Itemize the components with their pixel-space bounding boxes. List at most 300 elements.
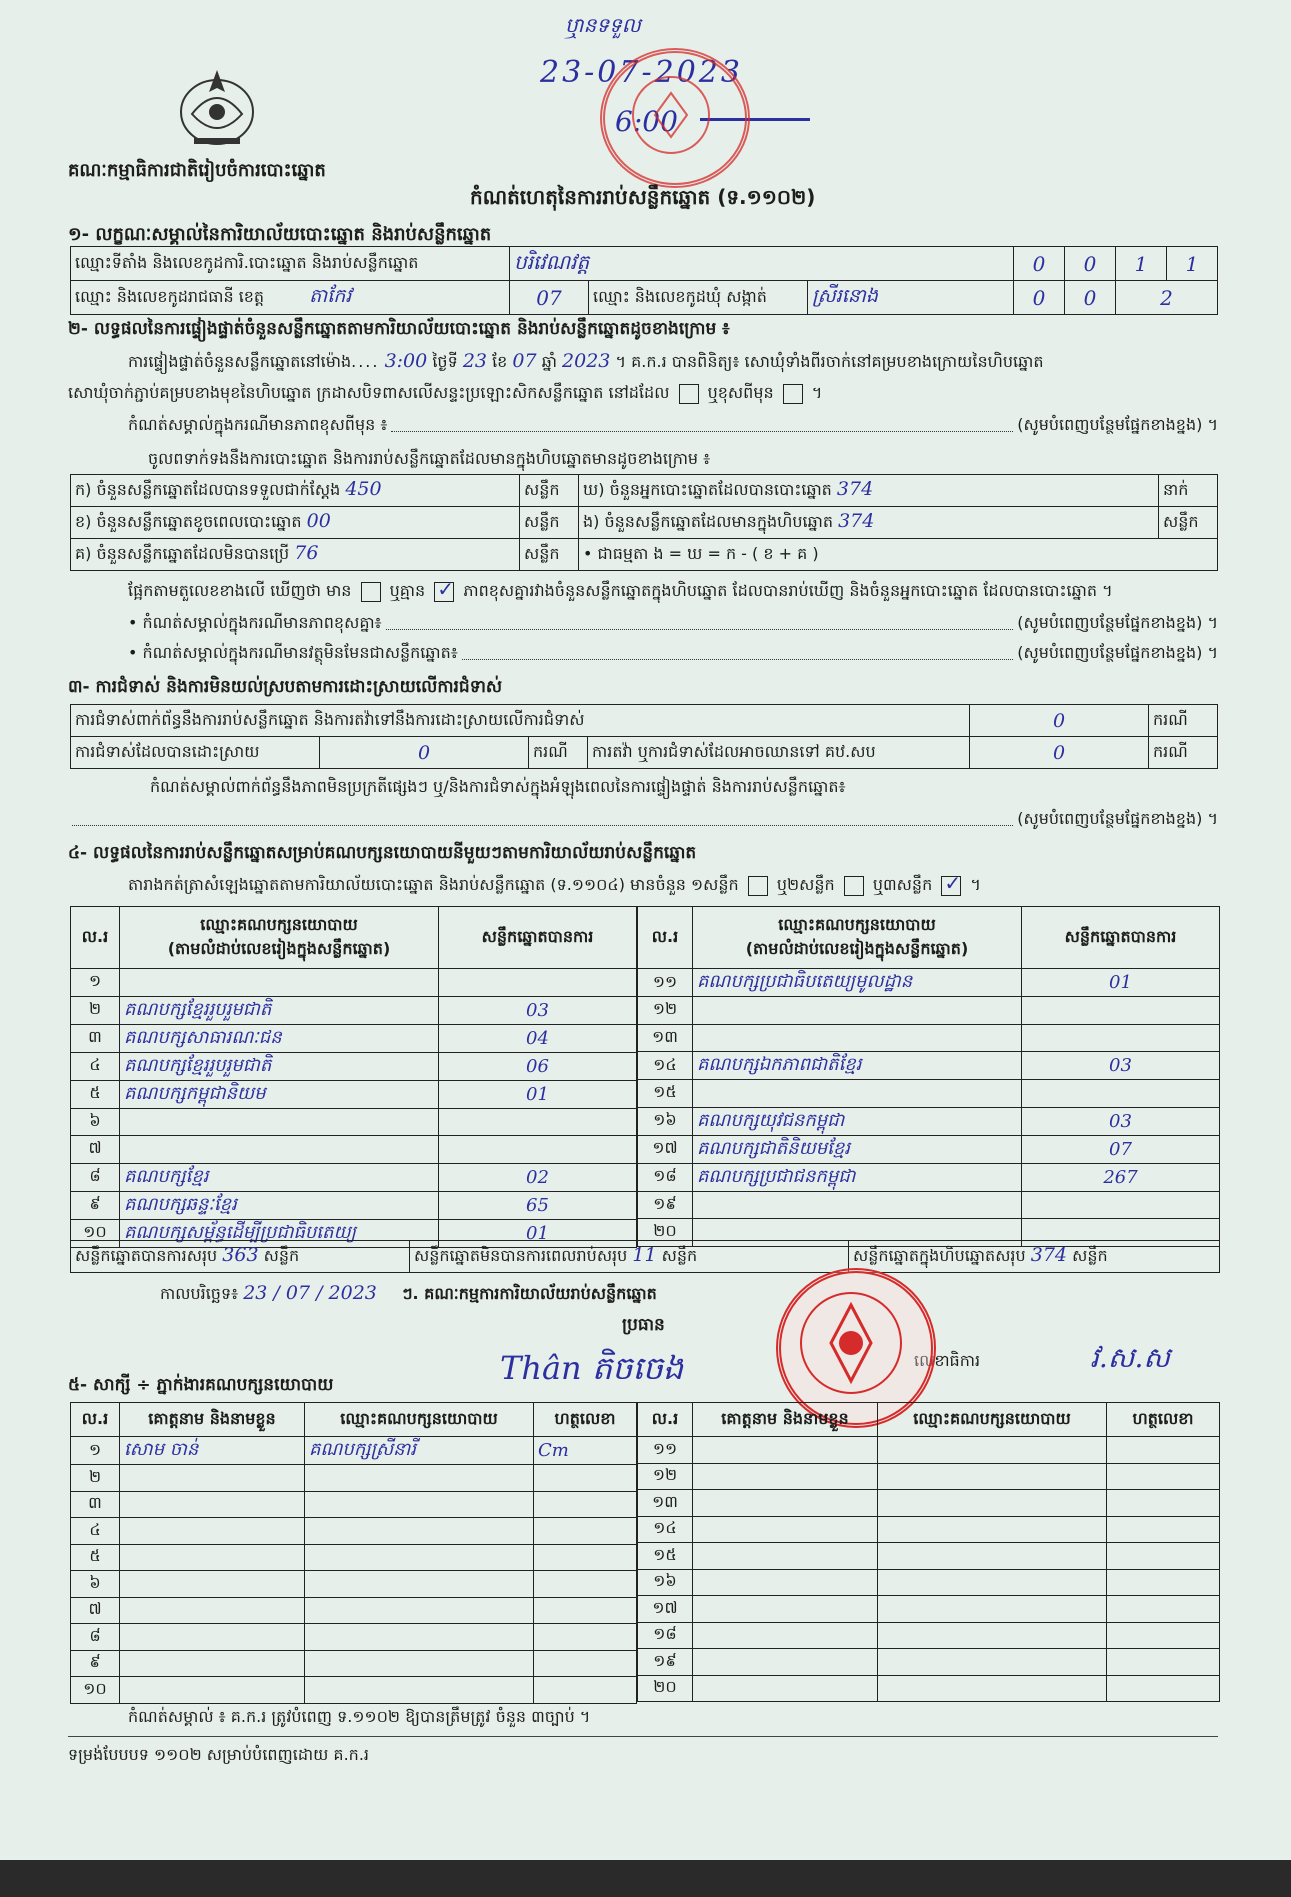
- s5-right-row: [638, 1649, 1220, 1676]
- s1-r2-code-2: 0: [1065, 281, 1116, 315]
- s4-right-row: [638, 969, 1220, 997]
- s1-table: [70, 246, 1218, 315]
- s4-left-no: ៨: [71, 1163, 120, 1191]
- damaged-checkbox[interactable]: [783, 384, 803, 404]
- s2-r2-runit: សន្លឹក: [1159, 507, 1218, 539]
- s5-right-name[interactable]: [693, 1463, 878, 1490]
- s4-left-party[interactable]: គណបក្សសម្ព័ន្ធដើម្បីប្រជាធិបតេយ្យ: [120, 1219, 439, 1247]
- s5-right-party[interactable]: [878, 1622, 1107, 1649]
- s5-left-name[interactable]: [120, 1677, 305, 1704]
- s4-left-row: [71, 1052, 637, 1080]
- s5-right-no: ១៧: [638, 1596, 693, 1623]
- s4-right-votes[interactable]: 07: [1022, 1135, 1220, 1163]
- s2-note1: កំណត់សម្គាល់ក្នុងករណីមានភាពខុសពីមុន ៖: [128, 415, 388, 434]
- s1-title: ១- លក្ខណៈសម្គាល់នៃការិយាល័យបោះឆ្នោត និងរាប់សន្លឹកឆ្នោត: [68, 224, 492, 245]
- s2-r3-unit: សន្លឹក: [520, 539, 579, 571]
- s2-line2-text: សោឃុំចាក់ភ្ជាប់គម្របខាងមុខនៃហិបឆ្នោត ក្រដាសបិទពាសលើសន្ទះប្រឡោះសិកសន្លឹកឆ្នោត នៅដដែល: [68, 383, 670, 402]
- s5-left-no: ១: [71, 1437, 120, 1465]
- s4-right-row: [638, 1080, 1220, 1108]
- s4-left-row: [71, 1191, 637, 1219]
- s5-left-row: [71, 1677, 637, 1704]
- s5-left-party[interactable]: [305, 1518, 534, 1545]
- s5-left-row: [71, 1597, 637, 1624]
- s4-left-no: ១០: [71, 1219, 120, 1247]
- s4-col-no: ល.រ: [71, 907, 120, 969]
- s5-right-name[interactable]: [693, 1649, 878, 1676]
- s4-invalid-val: 11: [632, 1244, 657, 1266]
- s5-left-party[interactable]: គណបក្សស្រីនារី: [305, 1437, 534, 1465]
- s4-col-party-2: [693, 907, 1022, 969]
- s4-col-party-label: ឈ្មោះគណបក្សនយោបាយ: [200, 914, 358, 934]
- has-difference-checkbox[interactable]: [361, 582, 381, 602]
- s5-right-no: ២០: [638, 1675, 693, 1702]
- s5-left-no: ៤: [71, 1518, 120, 1545]
- s4-right-party[interactable]: [693, 1191, 1022, 1219]
- s3-note: កំណត់សម្គាល់ពាក់ព័ន្ធនឹងភាពមិនប្រក្រតីផ្សេងៗ ឬ/និងការជំទាស់ក្នុងអំឡុងពេលនៃការផ្ទៀងផ្ទាត់ និងការរាប់សន្លឹកឆ្នោត៖: [150, 777, 846, 796]
- s4-right-row: [638, 1135, 1220, 1163]
- s5-left-party[interactable]: [305, 1544, 534, 1571]
- s2-compare: [128, 580, 1113, 604]
- s5-left-sign[interactable]: [534, 1677, 637, 1704]
- s2-title: ២- លទ្ធផលនៃការផ្ទៀងផ្ទាត់ចំនួនសន្លឹកឆ្នោតតាមការិយាល័យបោះឆ្នោត និងរាប់សន្លឹកឆ្នោតដូចខាងក្រោម ៖: [68, 319, 730, 339]
- s5-left-party[interactable]: [305, 1571, 534, 1598]
- s5-col-party: ឈ្មោះគណបក្សនយោបាយ: [305, 1403, 534, 1437]
- no-difference-checkbox[interactable]: [434, 582, 454, 602]
- s4-col-votes: សន្លឹកឆ្នោតបានការ: [439, 907, 637, 969]
- s4-left-votes[interactable]: 06: [439, 1052, 637, 1080]
- s5-right-party[interactable]: [878, 1490, 1107, 1517]
- s5-left-sign[interactable]: [534, 1465, 637, 1492]
- s4-right-votes[interactable]: [1022, 997, 1220, 1025]
- s4-right-no: ១៩: [638, 1191, 693, 1219]
- s5-right-sign[interactable]: [1107, 1675, 1220, 1702]
- s5-left-party[interactable]: [305, 1650, 534, 1677]
- s2-r2-unit: សន្លឹក: [520, 507, 579, 539]
- s2-r2-rv: 374: [838, 510, 875, 532]
- form-title: កំណត់ហេតុនៃការរាប់សន្លឹកឆ្នោត (ទ.១១០២): [470, 185, 816, 209]
- s1-r2-code-1: 0: [1014, 281, 1065, 315]
- s2-note1-dots[interactable]: [391, 414, 1013, 432]
- s4-left-no: ១: [71, 969, 120, 997]
- s5-col-name-2: គោត្តនាម និងនាមខ្លួន: [693, 1403, 878, 1437]
- s2-month: 07: [512, 350, 537, 372]
- s4-left-party[interactable]: [120, 969, 439, 997]
- s5-right-body: [638, 1437, 1220, 1702]
- s5-left-no: ៣: [71, 1491, 120, 1518]
- receipt-date: 23-07-2023: [540, 55, 743, 90]
- s4-right-no: ១៧: [638, 1135, 693, 1163]
- s4-committee: ៗ. គណៈកម្មការការិយាល័យរាប់សន្លឹកឆ្នោត: [401, 1284, 657, 1303]
- s5-right-name[interactable]: [693, 1490, 878, 1517]
- s2-time: 3:00: [384, 350, 428, 372]
- s5-left-name[interactable]: [120, 1650, 305, 1677]
- s5-left-sign[interactable]: [534, 1650, 637, 1677]
- s4-total-label: សន្លឹកឆ្នោតបានការសរុប: [75, 1246, 218, 1265]
- s5-right-name[interactable]: [693, 1622, 878, 1649]
- s5-left-party[interactable]: [305, 1677, 534, 1704]
- s4-left-no: ៤: [71, 1052, 120, 1080]
- s5-left-no: ២: [71, 1465, 120, 1492]
- s2-formula: • ជាធម្មតា ង = ឃ = ក - ( ខ + គ ): [579, 539, 1218, 571]
- s5-right-party[interactable]: [878, 1569, 1107, 1596]
- s5-left-party[interactable]: [305, 1624, 534, 1651]
- s4-invalid-label: សន្លឹកឆ្នោតមិនបានការពេលរាប់សរុប: [414, 1246, 628, 1265]
- s4-right-no: ១៤: [638, 1052, 693, 1080]
- s3-r2-label2: ការតវ៉ា ឬការជំទាស់ដែលអាចឈានទៅ គឋ.សប: [588, 737, 970, 769]
- s5-right-sign[interactable]: [1107, 1490, 1220, 1517]
- s5-left-party[interactable]: [305, 1597, 534, 1624]
- s5-right-row: [638, 1675, 1220, 1702]
- s5-col-party-2: ឈ្មោះគណបក្សនយោបាយ: [878, 1403, 1107, 1437]
- s3-r2-val2: 0: [970, 737, 1149, 769]
- s4-right-party[interactable]: គណបក្សប្រជាធិបតេយ្យមូលដ្ឋាន: [693, 969, 1022, 997]
- s3-r1-val: 0: [970, 705, 1149, 737]
- s5-right-row: [638, 1516, 1220, 1543]
- s4-left-party[interactable]: គណបក្សសាធារណៈជន: [120, 1024, 439, 1052]
- s4-right-row: [638, 1024, 1220, 1052]
- s5-right-sign[interactable]: [1107, 1516, 1220, 1543]
- s5-right-sign[interactable]: [1107, 1622, 1220, 1649]
- s5-left-name[interactable]: [120, 1491, 305, 1518]
- s1-r2-label2: ឈ្មោះ និងលេខកូដឃុំ សង្កាត់: [589, 281, 808, 315]
- s5-right-name[interactable]: [693, 1675, 878, 1702]
- s4-date-val: 23 / 07 / 2023: [243, 1282, 377, 1304]
- s4-right-row: [638, 997, 1220, 1025]
- s4-chair: ប្រធាន: [622, 1315, 665, 1335]
- nec-emblem-icon: [172, 62, 262, 150]
- one-sheet-checkbox[interactable]: [748, 876, 768, 896]
- s3-note-line: [68, 808, 1218, 832]
- s2-r1-right: ឃ) ចំនួនអ្នកបោះឆ្នោតដែលបានបោះឆ្នោត: [583, 480, 832, 499]
- s5-right-name[interactable]: [693, 1569, 878, 1596]
- s4-right-row: [638, 1052, 1220, 1080]
- s3-fill-more: (សូមបំពេញបន្ថែមផ្នែកខាងខ្នង) ។: [1017, 809, 1218, 828]
- s5-left-sign[interactable]: [534, 1518, 637, 1545]
- s2-table: [70, 474, 1218, 571]
- s5-left-name[interactable]: [120, 1597, 305, 1624]
- s4-left-row: [71, 1024, 637, 1052]
- s4-left-party[interactable]: គណបក្សឆន្ទៈខ្មែរ: [120, 1191, 439, 1219]
- s5-right-row: [638, 1569, 1220, 1596]
- three-sheets-checkbox[interactable]: [941, 876, 961, 896]
- s5-left-no: ១០: [71, 1677, 120, 1704]
- s4-left-votes[interactable]: [439, 969, 637, 997]
- s5-left-sign[interactable]: [534, 1597, 637, 1624]
- s2-line1-a: ការផ្ទៀងផ្ទាត់ចំនួនសន្លឹកឆ្នោតនៅម៉ោង: [128, 352, 352, 371]
- s2-compare-c: ភាពខុសគ្នារវាងចំនួនសន្លឹកឆ្នោតក្នុងហិបឆ្នោត ដែលបានរាប់ឃើញ និងចំនួនអ្នកបោះឆ្នោត ដែលបានបោះឆ្នោត ។: [463, 581, 1113, 600]
- s5-right-party[interactable]: [878, 1649, 1107, 1676]
- s4-left-votes[interactable]: 01: [439, 1080, 637, 1108]
- s5-col-name: គោត្តនាម និងនាមខ្លួន: [120, 1403, 305, 1437]
- s2-r3-left: គ) ចំនួនសន្លឹកឆ្នោតដែលមិនបានប្រើ: [75, 544, 290, 563]
- s5-left-name[interactable]: [120, 1465, 305, 1492]
- s3-r2-case: ករណី: [529, 737, 588, 769]
- s3-r2-case2: ករណី: [1149, 737, 1218, 769]
- s5-right-party[interactable]: [878, 1596, 1107, 1623]
- s5-left-body: [71, 1437, 637, 1704]
- s1-r1-code-4: 1: [1167, 247, 1218, 281]
- s5-left-row: [71, 1624, 637, 1651]
- two-sheets-checkbox[interactable]: [844, 876, 864, 896]
- s4-date-label: កាលបរិច្ឆេទ៖: [160, 1284, 239, 1303]
- s4-left-row: [71, 969, 637, 997]
- s2-compare-b: ឬគ្មាន: [389, 581, 426, 600]
- s5-left-sign[interactable]: [534, 1544, 637, 1571]
- s5-left-row: [71, 1437, 637, 1465]
- s4-tally-line: តារាងកត់ត្រាសំឡេងឆ្នោតតាមការិយាល័យបោះឆ្នោត និងរាប់សន្លឹកឆ្នោត (ទ.១១០៤) មានចំនួន ១សន្លឹក ឬ២សន្លឹក ឬ៣សន្លឹក ✓ ។: [128, 874, 981, 898]
- s4-right-party[interactable]: គណបក្សប្រជាជនកម្ពុជា: [693, 1163, 1022, 1191]
- s2-note3-line: [128, 642, 1218, 666]
- s4-col-party-sub-2: (តាមលំដាប់លេខរៀងក្នុងសន្លឹកឆ្នោត): [745, 938, 969, 958]
- s4-right-body: [638, 969, 1220, 1247]
- s4-right-row: [638, 1107, 1220, 1135]
- s2-note1-line: [128, 414, 1218, 438]
- s4-results: [70, 906, 1220, 1272]
- s5-left-table: [70, 1402, 637, 1704]
- s4-left-party[interactable]: គណបក្សកម្ពុជានិយម: [120, 1080, 439, 1108]
- s5-right-no: ១៤: [638, 1516, 693, 1543]
- s4-totals: [70, 1240, 1220, 1273]
- s5-col-no-2: ល.រ: [638, 1403, 693, 1437]
- s4-left-no: ២: [71, 996, 120, 1024]
- s5-right-party[interactable]: [878, 1463, 1107, 1490]
- s1-r1-code-2: 0: [1065, 247, 1116, 281]
- s5-col-sign-2: ហត្ថលេខា: [1107, 1403, 1220, 1437]
- s2-r1-left: ក) ចំនួនសន្លឹកឆ្នោតដែលបានទទួលជាក់ស្តែង: [75, 480, 341, 499]
- s4-left-votes[interactable]: 04: [439, 1024, 637, 1052]
- s5-right-row: [638, 1596, 1220, 1623]
- s4-right-table: [637, 906, 1220, 1247]
- s2-r1-unit: សន្លឹក: [520, 475, 579, 507]
- s2-fill-more-1: (សូមបំពេញបន្ថែមផ្នែកខាងខ្នង) ។: [1017, 415, 1218, 434]
- s5-left-no: ៦: [71, 1571, 120, 1598]
- s2-note2-dots[interactable]: [386, 612, 1014, 630]
- s4-right-no: ១១: [638, 969, 693, 997]
- s4-col-party-label-2: ឈ្មោះគណបក្សនយោបាយ: [778, 914, 936, 934]
- s4-left-votes[interactable]: 01: [439, 1219, 637, 1247]
- s4-right-votes[interactable]: [1022, 1080, 1220, 1108]
- org-name: គណៈកម្មាធិការជាតិរៀបចំការបោះឆ្នោត: [68, 160, 326, 181]
- s5-right-party[interactable]: [878, 1516, 1107, 1543]
- s4-total-val: 363: [222, 1244, 259, 1266]
- s2-compare-a: ផ្អែកតាមតួលេខខាងលើ ឃើញថា មាន: [128, 581, 352, 600]
- s5-left-no: ៥: [71, 1544, 120, 1571]
- s4-right-party[interactable]: [693, 997, 1022, 1025]
- s4-left-row: [71, 1163, 637, 1191]
- s2-r3-lv: 76: [294, 542, 319, 564]
- s4-opt2: ឬ២សន្លឹក: [776, 875, 835, 894]
- s4-right-party[interactable]: [693, 1080, 1022, 1108]
- unchanged-checkbox[interactable]: [679, 384, 699, 404]
- s5-left-party[interactable]: [305, 1491, 534, 1518]
- s4-opt3: ឬ៣សន្លឹក: [872, 875, 933, 894]
- s4-secretary: លេខាធិការ: [914, 1351, 981, 1370]
- s1-r1-code-1: 0: [1014, 247, 1065, 281]
- s1-r1-label: ឈ្មោះទីតាំង និងលេខកូដការិ.បោះឆ្នោត និងរាប់សន្លឹកឆ្នោត: [71, 247, 510, 281]
- s4-right-no: ២០: [638, 1219, 693, 1247]
- s4-right-party[interactable]: គណបក្សយុវជនកម្ពុជា: [693, 1107, 1022, 1135]
- s4-left-votes[interactable]: 03: [439, 996, 637, 1024]
- s4-left-no: ៧: [71, 1136, 120, 1164]
- s5-right-no: ១២: [638, 1463, 693, 1490]
- s4-date-line: [160, 1282, 657, 1307]
- s3-table: [70, 704, 1218, 769]
- s5-left-name[interactable]: [120, 1571, 305, 1598]
- s4-left-no: ៩: [71, 1191, 120, 1219]
- s2-r1-lv: 450: [345, 478, 382, 500]
- s4-left-row: [71, 1080, 637, 1108]
- s4-right-votes[interactable]: [1022, 1191, 1220, 1219]
- s4-left-party[interactable]: គណបក្សខ្មែររួបរួមជាតិ: [120, 996, 439, 1024]
- s3-note-dots[interactable]: [72, 808, 1013, 826]
- s5-right-row: [638, 1437, 1220, 1464]
- s5-left-no: ៩: [71, 1650, 120, 1677]
- s4-right-no: ១៥: [638, 1080, 693, 1108]
- s5-left-no: ៨: [71, 1624, 120, 1651]
- s4-tally-text: តារាងកត់ត្រាសំឡេងឆ្នោតតាមការិយាល័យបោះឆ្នោត និងរាប់សន្លឹកឆ្នោត (ទ.១១០៤) មានចំនួន ១សន្លឹក: [128, 875, 739, 894]
- s4-left-party[interactable]: [120, 1136, 439, 1164]
- s5-left-row: [71, 1544, 637, 1571]
- s5-left-name[interactable]: សោម ចាន់: [120, 1437, 305, 1465]
- s1-r2-num: 07: [510, 281, 589, 315]
- s2-line1-d: ឆ្នាំ: [541, 352, 557, 371]
- s4-right-no: ១៣: [638, 1024, 693, 1052]
- s4-right-row: [638, 1191, 1220, 1219]
- s2-r2-right: ង) ចំនួនសន្លឹកឆ្នោតដែលមានក្នុងហិបឆ្នោត: [583, 512, 833, 531]
- s3-r2-val: 0: [320, 737, 529, 769]
- s1-r2-label: ឈ្មោះ និងលេខកូដរាជធានី ខេត្ត: [75, 286, 265, 306]
- s5-right-sign[interactable]: [1107, 1649, 1220, 1676]
- s4-left-row: [71, 1108, 637, 1136]
- s5-right-sign[interactable]: [1107, 1437, 1220, 1464]
- s5-col-no: ល.រ: [71, 1403, 120, 1437]
- receipt-seal: [600, 48, 750, 188]
- s5-right-row: [638, 1490, 1220, 1517]
- s4-title: ៤- លទ្ធផលនៃការរាប់សន្លឹកឆ្នោតសម្រាប់គណបក្សនយោបាយនីមួយៗតាមការិយាល័យរាប់សន្លឹកឆ្នោត: [68, 843, 697, 863]
- s4-right-no: ១៦: [638, 1107, 693, 1135]
- s5-left-row: [71, 1465, 637, 1492]
- s2-year: 2023: [562, 350, 611, 372]
- s5-right-party[interactable]: [878, 1675, 1107, 1702]
- s5-right-no: ១៥: [638, 1543, 693, 1570]
- s5-right-row: [638, 1463, 1220, 1490]
- s2-line1-c: ខែ: [492, 352, 508, 371]
- secretary-signature: វ.ស.ស: [1090, 1341, 1171, 1374]
- s4-left-table: [70, 906, 637, 1248]
- s5-right-name[interactable]: [693, 1543, 878, 1570]
- s5-footer: ទម្រង់បែបបទ ១១០២ សម្រាប់បំពេញដោយ គ.ក.រ: [68, 1745, 369, 1764]
- s1-r2-value: តាកែវ: [309, 284, 352, 307]
- footer-rule: [68, 1736, 1218, 1737]
- s5-right-name[interactable]: [693, 1516, 878, 1543]
- s5-right-name[interactable]: [693, 1437, 878, 1464]
- s5-right-row: [638, 1622, 1220, 1649]
- s5-left-sign[interactable]: [534, 1571, 637, 1598]
- s5-right-sign[interactable]: [1107, 1569, 1220, 1596]
- s5-note: កំណត់សម្គាល់ ៖ គ.ក.រ ត្រូវបំពេញ ទ.១១០២ ឱ្យបានត្រឹមត្រូវ ចំនួន ៣ច្បាប់ ។: [128, 1707, 591, 1726]
- s5-left-name[interactable]: [120, 1624, 305, 1651]
- s4-left-no: ៣: [71, 1024, 120, 1052]
- s4-left-party[interactable]: គណបក្សខ្មែរ: [120, 1163, 439, 1191]
- s4-left-party[interactable]: គណបក្សខ្មែររួបរួមជាតិ: [120, 1052, 439, 1080]
- s4-right-row: [638, 1163, 1220, 1191]
- s4-right-party[interactable]: [693, 1024, 1022, 1052]
- s2-line1-e: ។ គ.ក.រ បានពិនិត្យ៖ សោឃុំទាំងពីរចាក់នៅគម្របខាងក្រោយនៃហិបឆ្នោត: [615, 352, 1044, 371]
- s5-left-sign[interactable]: Cm: [534, 1437, 637, 1465]
- s5-left-row: [71, 1650, 637, 1677]
- s1-r1-value: បរិវេណវត្ត: [510, 247, 1014, 281]
- s4-left-votes[interactable]: 02: [439, 1163, 637, 1191]
- s5-left-row: [71, 1491, 637, 1518]
- s4-total-unit: សន្លឹក: [263, 1246, 300, 1265]
- s5-right-sign[interactable]: [1107, 1543, 1220, 1570]
- s5-left-row: [71, 1518, 637, 1545]
- s4-left-row: [71, 996, 637, 1024]
- s4-right-votes[interactable]: [1022, 1024, 1220, 1052]
- s2-r2-lv: 00: [306, 510, 331, 532]
- s5-right-no: ១៨: [638, 1622, 693, 1649]
- s5-right-party[interactable]: [878, 1437, 1107, 1464]
- s2-line2: សោឃុំចាក់ភ្ជាប់គម្របខាងមុខនៃហិបឆ្នោត ក្រដាសបិទពាសលើសន្ទះប្រឡោះសិកសន្លឹកឆ្នោត នៅដដែល ឬខុសពីមុន ។: [68, 383, 823, 402]
- s5-left-name[interactable]: [120, 1518, 305, 1545]
- s3-title: ៣- ការជំទាស់ និងការមិនយល់ស្របតាមការដោះស្រាយលើការជំទាស់: [68, 677, 503, 697]
- s4-box-label: សន្លឹកឆ្នោតក្នុងហិបឆ្នោតសរុប: [853, 1246, 1026, 1265]
- s4-left-votes[interactable]: [439, 1136, 637, 1164]
- s3-r1-case: ករណី: [1149, 705, 1218, 737]
- s5-left-sign[interactable]: [534, 1491, 637, 1518]
- s4-right-party[interactable]: គណបក្សជាតិនិយមខ្មែរ: [693, 1135, 1022, 1163]
- s2-line1-b: ថ្ងៃទី: [432, 352, 458, 371]
- s4-col-party: [120, 907, 439, 969]
- s5-left-party[interactable]: [305, 1465, 534, 1492]
- s4-box-unit: សន្លឹក: [1072, 1246, 1108, 1265]
- s5-left-name[interactable]: [120, 1544, 305, 1571]
- s5-right-no: ១៣: [638, 1490, 693, 1517]
- s4-left-votes[interactable]: 65: [439, 1191, 637, 1219]
- s5-right-sign[interactable]: [1107, 1463, 1220, 1490]
- s1-r2-code-3: 2: [1116, 281, 1218, 315]
- s5-left-row: [71, 1571, 637, 1598]
- s5-right-party[interactable]: [878, 1543, 1107, 1570]
- s2-note3-dots[interactable]: [462, 642, 1013, 660]
- s5-right-sign[interactable]: [1107, 1596, 1220, 1623]
- s4-box-val: 374: [1030, 1244, 1068, 1266]
- s4-col-votes-2: សន្លឹកឆ្នោតបានការ: [1022, 907, 1220, 969]
- s2-or-damaged: ឬខុសពីមុន: [707, 383, 774, 402]
- s2-intro: ចូលពទាក់ទងនឹងការបោះឆ្នោត និងការរាប់សន្លឹកឆ្នោតដែលមានក្នុងហិបឆ្នោតមានដូចខាងក្រោម ៖: [148, 449, 711, 468]
- s5-right-no: ១៩: [638, 1649, 693, 1676]
- s4-right-votes[interactable]: 03: [1022, 1052, 1220, 1080]
- s2-note2-line: [128, 612, 1218, 636]
- s4-left-row: [71, 1136, 637, 1164]
- s5-right-name[interactable]: [693, 1596, 878, 1623]
- receipt-time: 6:00: [615, 105, 678, 138]
- s4-left-party[interactable]: [120, 1108, 439, 1136]
- s4-col-no-2: ល.រ: [638, 907, 693, 969]
- s4-right-votes[interactable]: 267: [1022, 1163, 1220, 1191]
- s2-line1: ការផ្ទៀងផ្ទាត់ចំនួនសន្លឹកឆ្នោតនៅម៉ោង.... 3:00 ថ្ងៃទី 23 ខែ 07 ឆ្នាំ 2023 ។ គ.ក.រ បានពិនិត្យ៖ សោឃុំទាំងពីរចាក់នៅគម្របខាងក្រោយនៃហិបឆ្នោត: [128, 350, 1044, 372]
- s4-left-no: ៥: [71, 1080, 120, 1108]
- s5-col-sign: ហត្ថលេខា: [534, 1403, 637, 1437]
- s5-right-no: ១១: [638, 1437, 693, 1464]
- s4-right-no: ១៨: [638, 1163, 693, 1191]
- s4-right-votes[interactable]: 01: [1022, 969, 1220, 997]
- s4-right-party[interactable]: គណបក្សឯកភាពជាតិខ្មែរ: [693, 1052, 1022, 1080]
- s4-left-votes[interactable]: [439, 1108, 637, 1136]
- s2-day: 23: [462, 350, 487, 372]
- s4-right-votes[interactable]: 03: [1022, 1107, 1220, 1135]
- s5-left-sign[interactable]: [534, 1624, 637, 1651]
